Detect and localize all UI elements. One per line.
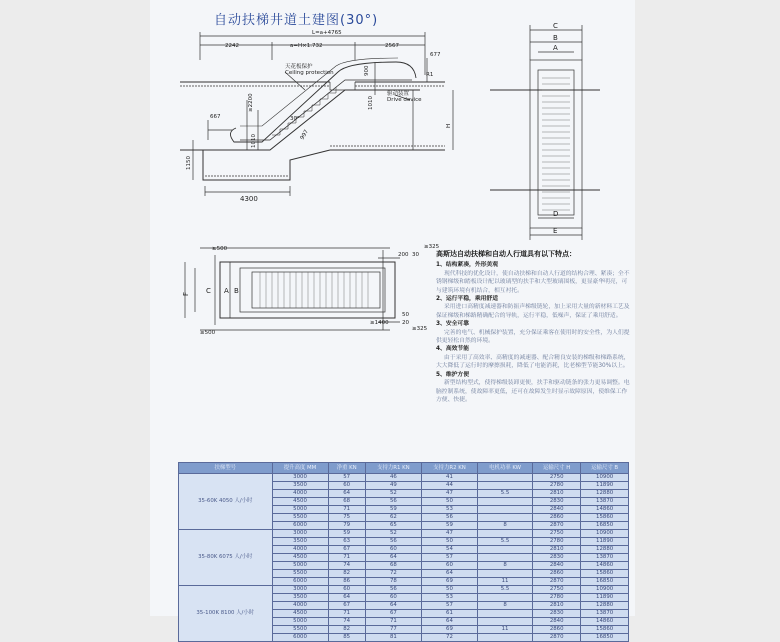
header-transport-b: 运输尺寸 B	[581, 463, 629, 474]
table-cell: 4000	[272, 490, 328, 498]
table-cell: 2750	[533, 530, 581, 538]
table-cell: 59	[365, 506, 421, 514]
table-cell	[478, 474, 533, 482]
dim-a: a=H×1.732	[290, 43, 323, 49]
plan-label-a: A	[224, 287, 229, 295]
table-cell: 69	[421, 578, 477, 586]
table-cell: 41	[421, 474, 477, 482]
plan-dim-500-bottom: ≥500	[200, 330, 216, 336]
table-cell: 5500	[272, 626, 328, 634]
table-cell: 68	[365, 562, 421, 570]
table-cell: 75	[328, 514, 365, 522]
table-cell: 67	[365, 610, 421, 618]
plan-label-b: B	[234, 287, 239, 295]
dim-677: 677	[430, 52, 441, 58]
dim-997: 997	[299, 128, 310, 141]
table-cell: 10900	[581, 474, 629, 482]
table-cell: 44	[421, 482, 477, 490]
table-cell: 11890	[581, 538, 629, 546]
table-cell: 4500	[272, 610, 328, 618]
table-cell: 71	[328, 554, 365, 562]
table-cell: 5000	[272, 506, 328, 514]
feature-body: 新型结构型式，使得梯级装卸更便，扶手和驱动链条的张力更易调整。电脑控制系统，使故障率更低，还可在故障发生时显示故障原因，使维保工作方便、快捷。	[436, 380, 630, 403]
features-section	[436, 250, 632, 404]
table-cell: 16850	[581, 522, 629, 530]
table-cell: 60	[365, 594, 421, 602]
header-weight: 净重 KN	[328, 463, 365, 474]
table-cell	[478, 634, 533, 642]
feature-body: 由于采用了高效率、高精度的减速器、配合精良安装的梯级和梯路系统，大大降低了运行时的摩擦损耗，降低了电能消耗，比老梯型节能30%以上。	[436, 354, 630, 370]
feature-item	[436, 295, 632, 320]
table-row	[179, 586, 629, 594]
table-cell: 6000	[272, 634, 328, 642]
plan-dim-325-bottom: ≥325	[412, 326, 428, 332]
table-cell: 50	[421, 586, 477, 594]
table-cell: 60	[328, 586, 365, 594]
table-cell: 85	[328, 634, 365, 642]
plan-view-steps	[260, 272, 368, 308]
end-label-a: A	[553, 44, 558, 52]
table-cell: 4500	[272, 554, 328, 562]
table-cell: 47	[421, 490, 477, 498]
plan-dim-200: 200	[398, 252, 409, 258]
feature-title: 4、高效节能	[436, 346, 470, 353]
table-cell: 4000	[272, 546, 328, 554]
plan-dim-30: 30	[412, 252, 419, 258]
table-cell: 2860	[533, 626, 581, 634]
table-cell: 72	[365, 570, 421, 578]
table-cell: 65	[365, 522, 421, 530]
table-cell: 81	[365, 634, 421, 642]
table-cell: 2840	[533, 562, 581, 570]
header-r1: 支持力R1 KN	[365, 463, 421, 474]
table-cell: 50	[421, 498, 477, 506]
header-r2: 支持力R2 KN	[421, 463, 477, 474]
table-cell	[478, 570, 533, 578]
table-cell: 10900	[581, 530, 629, 538]
feature-body: 完善的电气、机械保护装置，充分保证乘客在使用时的安全性，为人们提供更轻松自然的环境。	[436, 329, 630, 345]
table-cell: 60	[365, 546, 421, 554]
dim-total-length: L=a+4765	[312, 30, 342, 36]
table-cell: 64	[328, 594, 365, 602]
table-cell	[478, 554, 533, 562]
model-cell: 35-100K 8100 人/小时	[179, 586, 273, 642]
header-transport-h: 运输尺寸 H	[533, 463, 581, 474]
table-cell	[478, 594, 533, 602]
table-cell: 5500	[272, 514, 328, 522]
table-cell: 53	[421, 594, 477, 602]
table-cell: 2870	[533, 634, 581, 642]
drawing-title: 自动扶梯井道土建图(30°)	[214, 13, 379, 28]
table-cell: 13870	[581, 554, 629, 562]
table-cell: 14860	[581, 562, 629, 570]
table-cell: 2830	[533, 498, 581, 506]
table-row	[179, 530, 629, 538]
table-cell: 5.5	[478, 490, 533, 498]
end-label-c: C	[553, 22, 558, 30]
table-cell	[478, 610, 533, 618]
spec-table	[178, 462, 629, 642]
end-label-d: D	[553, 210, 559, 218]
table-row	[179, 474, 629, 482]
table-cell: 71	[328, 610, 365, 618]
table-cell: 12880	[581, 490, 629, 498]
table-cell: 82	[328, 570, 365, 578]
table-cell: 82	[328, 626, 365, 634]
table-cell: 8	[478, 562, 533, 570]
table-cell: 2750	[533, 586, 581, 594]
ceiling-protection-cn: 天花板保护	[285, 64, 313, 70]
table-cell: 2750	[533, 474, 581, 482]
table-cell: 12880	[581, 546, 629, 554]
dim-right-top: 2567	[385, 43, 399, 49]
dim-left: 2242	[225, 43, 239, 49]
table-cell: 2840	[533, 506, 581, 514]
table-cell: 60	[421, 562, 477, 570]
feature-item	[436, 261, 632, 295]
table-cell: 54	[421, 546, 477, 554]
table-cell: 3000	[272, 474, 328, 482]
header-model: 扶梯型号	[179, 463, 273, 474]
table-cell: 62	[365, 514, 421, 522]
table-cell: 5.5	[478, 538, 533, 546]
dim-667: 667	[210, 114, 221, 120]
ceiling-protection-en: Ceiling protection	[285, 70, 334, 76]
table-cell: 64	[328, 490, 365, 498]
table-cell: 63	[328, 538, 365, 546]
table-cell: 46	[365, 474, 421, 482]
header-power: 电机功率 KW	[478, 463, 533, 474]
table-cell	[478, 506, 533, 514]
table-cell: 15860	[581, 514, 629, 522]
table-cell: 52	[365, 490, 421, 498]
table-cell	[478, 546, 533, 554]
table-cell: 2860	[533, 570, 581, 578]
table-cell: 67	[328, 602, 365, 610]
end-view	[490, 25, 600, 240]
drive-device-en: Drive device	[387, 97, 422, 103]
table-cell: 3000	[272, 586, 328, 594]
table-cell: 4000	[272, 602, 328, 610]
dim-angle: 30°	[290, 116, 300, 122]
table-cell: 5.5	[478, 586, 533, 594]
table-cell: 2870	[533, 522, 581, 530]
table-cell: 64	[421, 618, 477, 626]
table-cell: 13870	[581, 610, 629, 618]
table-cell: 16850	[581, 578, 629, 586]
table-cell: 71	[365, 618, 421, 626]
table-cell: 52	[365, 530, 421, 538]
dim-2200: ≥2200	[248, 93, 254, 112]
dim-bottom-length: 4300	[240, 195, 258, 203]
table-cell: 56	[365, 498, 421, 506]
plan-label-c: C	[206, 287, 211, 295]
table-cell: 6000	[272, 578, 328, 586]
table-cell: 77	[365, 626, 421, 634]
table-cell: 5500	[272, 570, 328, 578]
feature-title: 1、结构紧凑，外形美观	[436, 262, 499, 269]
table-cell: 59	[421, 522, 477, 530]
side-elevation-labels	[186, 30, 452, 203]
table-cell: 61	[421, 610, 477, 618]
table-cell	[478, 482, 533, 490]
table-cell	[478, 618, 533, 626]
feature-body: 现代科技的优化设计，使自动扶梯和自动人行道的结构合理、紧凑；全不锈钢梯级和踏板设计配以玻璃型的扶手和大型玻璃围板，更显豪华明亮，可与建筑环境有机结合，相互衬托。	[436, 270, 630, 294]
table-cell: 14860	[581, 506, 629, 514]
header-rise: 提升高度 MM	[272, 463, 328, 474]
table-cell: 2830	[533, 610, 581, 618]
table-cell: 8	[478, 522, 533, 530]
model-cell: 35-60K 4050 人/小时	[179, 474, 273, 530]
table-cell: 60	[328, 482, 365, 490]
table-cell: 2810	[533, 546, 581, 554]
dim-1010: 1010	[368, 96, 374, 110]
end-label-e: E	[553, 227, 558, 235]
table-cell: 2860	[533, 514, 581, 522]
table-cell: 69	[421, 626, 477, 634]
dim-r1: R1	[426, 72, 434, 78]
plan-view-labels	[182, 244, 440, 336]
table-cell: 11	[478, 626, 533, 634]
table-cell: 11	[478, 578, 533, 586]
dim-h: H	[446, 123, 452, 128]
feature-title: 3、安全可靠	[436, 321, 470, 328]
table-cell: 3500	[272, 482, 328, 490]
table-cell: 2780	[533, 538, 581, 546]
table-cell: 12880	[581, 602, 629, 610]
table-cell: 74	[328, 562, 365, 570]
table-cell: 14860	[581, 618, 629, 626]
table-cell: 78	[365, 578, 421, 586]
dim-900: 900	[364, 65, 370, 76]
table-cell	[478, 498, 533, 506]
end-view-labels	[553, 22, 558, 235]
table-cell: 49	[365, 482, 421, 490]
dim-1150: 1150	[186, 156, 192, 170]
plan-dim-1400: ≥1400	[370, 320, 389, 326]
table-cell: 15860	[581, 570, 629, 578]
table-cell: 64	[365, 554, 421, 562]
table-cell	[478, 514, 533, 522]
table-cell: 11890	[581, 482, 629, 490]
table-cell: 5000	[272, 618, 328, 626]
table-cell: 2810	[533, 602, 581, 610]
table-cell: 47	[421, 530, 477, 538]
plan-dim-325-top: ≥325	[424, 244, 440, 250]
table-cell: 79	[328, 522, 365, 530]
table-cell: 50	[421, 538, 477, 546]
table-cell: 74	[328, 618, 365, 626]
plan-view	[185, 248, 400, 330]
plan-label-f: F	[182, 291, 190, 296]
table-cell: 57	[328, 474, 365, 482]
feature-item	[436, 320, 632, 345]
table-cell: 71	[328, 506, 365, 514]
plan-dim-50: 50	[402, 312, 409, 318]
table-cell: 2780	[533, 482, 581, 490]
table-cell: 53	[421, 506, 477, 514]
table-cell: 8	[478, 602, 533, 610]
table-cell: 57	[421, 602, 477, 610]
table-cell: 15860	[581, 626, 629, 634]
feature-title: 2、运行平稳，乘用舒适	[436, 296, 499, 303]
table-cell: 5000	[272, 562, 328, 570]
table-cell: 13870	[581, 498, 629, 506]
feature-item	[436, 345, 632, 370]
table-cell: 56	[365, 538, 421, 546]
plan-dim-20: 20	[402, 320, 409, 326]
table-cell: 67	[328, 546, 365, 554]
dim-1010b: 1010	[251, 134, 257, 148]
table-cell: 56	[421, 514, 477, 522]
table-cell: 57	[421, 554, 477, 562]
table-cell: 2810	[533, 490, 581, 498]
feature-item	[436, 371, 632, 405]
table-cell: 2870	[533, 578, 581, 586]
model-cell: 35-80K 6075 人/小时	[179, 530, 273, 586]
table-cell: 56	[365, 586, 421, 594]
table-cell: 2840	[533, 618, 581, 626]
table-header-row	[179, 463, 629, 474]
table-cell: 10900	[581, 586, 629, 594]
features-heading: 高斯达自动扶梯和自动人行道具有以下特点：	[436, 250, 576, 258]
table-cell: 2830	[533, 554, 581, 562]
table-cell: 11890	[581, 594, 629, 602]
table-cell: 59	[328, 530, 365, 538]
table-cell	[478, 530, 533, 538]
feature-body: 采用进口高精度减速器和防振声梯级链轮，加上采用大量的新材料工艺及保证梯级和梯路精确配合的导轨，运行平稳，低噪声，保证了乘用舒适。	[436, 304, 630, 319]
table-cell: 3500	[272, 538, 328, 546]
table-cell: 64	[365, 602, 421, 610]
end-label-b: B	[553, 34, 558, 42]
table-cell: 64	[421, 570, 477, 578]
feature-title: 5、维护方便	[436, 371, 470, 378]
table-cell: 6000	[272, 522, 328, 530]
plan-dim-500-top: ≥500	[212, 246, 228, 252]
side-elevation-view	[180, 32, 453, 196]
table-cell: 2780	[533, 594, 581, 602]
drive-device-cn: 驱动装置	[387, 91, 410, 97]
table-cell: 3000	[272, 530, 328, 538]
table-cell: 16850	[581, 634, 629, 642]
table-body	[179, 474, 629, 642]
table-cell: 68	[328, 498, 365, 506]
table-cell: 86	[328, 578, 365, 586]
table-cell: 72	[421, 634, 477, 642]
table-cell: 4500	[272, 498, 328, 506]
table-cell: 3500	[272, 594, 328, 602]
